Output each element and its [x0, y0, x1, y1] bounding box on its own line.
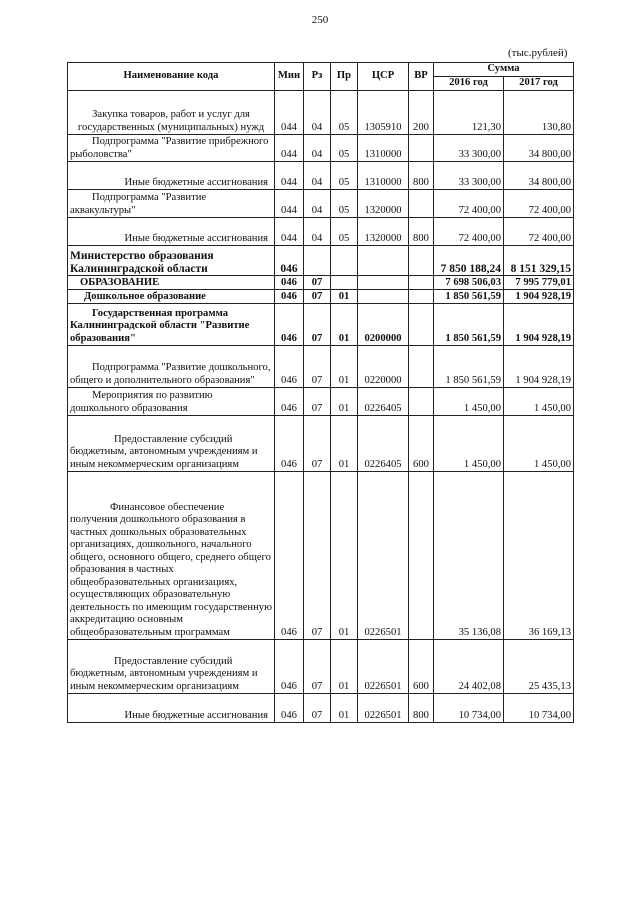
row-vr: 800: [409, 162, 434, 190]
row-min: 044: [275, 162, 304, 190]
row-csr: 1320000: [358, 190, 409, 218]
row-csr: 1310000: [358, 135, 409, 162]
row-2017: 1 904 928,19: [504, 290, 574, 304]
header-vr: ВР: [409, 63, 434, 91]
row-min: 046: [275, 290, 304, 304]
row-2016: 7 850 188,24: [434, 246, 504, 276]
row-vr: 800: [409, 218, 434, 246]
row-name: Иные бюджетные ассигнования: [68, 162, 275, 190]
table-row: [68, 388, 574, 416]
row-2016: 1 450,00: [434, 388, 504, 416]
row-name: Подпрограмма "Развитие аквакультуры": [68, 190, 275, 218]
row-vr: [409, 290, 434, 304]
row-name: ОБРАЗОВАНИЕ: [68, 276, 275, 290]
page-number: 250: [311, 14, 329, 26]
row-csr: 1310000: [358, 162, 409, 190]
row-2017: 7 995 779,01: [504, 276, 574, 290]
row-2016: 121,30: [434, 91, 504, 135]
row-rz: 07: [304, 388, 331, 416]
row-2017: 1 450,00: [504, 388, 574, 416]
row-pr: 05: [331, 218, 358, 246]
units-label: (тыс.рублей): [508, 47, 568, 59]
row-min: 046: [275, 246, 304, 276]
table-row: [68, 218, 574, 246]
header-pr: Пр: [331, 63, 358, 91]
row-2016: 1 450,00: [434, 416, 504, 472]
row-2016: 1 850 561,59: [434, 290, 504, 304]
row-2016: 1 850 561,59: [434, 346, 504, 388]
table-row: [68, 416, 574, 472]
row-2016: 10 734,00: [434, 694, 504, 723]
row-min: 044: [275, 135, 304, 162]
table-row: [68, 290, 574, 304]
row-name: Подпрограмма "Развитие дошкольного, общего и дополнительного образования": [68, 346, 275, 388]
row-min: 046: [275, 694, 304, 723]
header-sum: Сумма: [434, 63, 574, 77]
row-vr: 600: [409, 416, 434, 472]
row-rz: 07: [304, 416, 331, 472]
row-name: Дошкольное образование: [68, 290, 275, 304]
row-2016: 7 698 506,03: [434, 276, 504, 290]
row-vr: [409, 304, 434, 346]
row-rz: 04: [304, 218, 331, 246]
row-min: 046: [275, 416, 304, 472]
row-2016: 33 300,00: [434, 135, 504, 162]
table-row: [68, 135, 574, 162]
row-csr: 1305910: [358, 91, 409, 135]
header-rz: Рз: [304, 63, 331, 91]
row-pr: 05: [331, 190, 358, 218]
row-pr: 05: [331, 162, 358, 190]
row-name: Предоставление субсидий бюджетным, автономным учреждениям и иным некоммерческим организациям: [68, 640, 275, 694]
row-rz: 07: [304, 694, 331, 723]
row-2017: 130,80: [504, 91, 574, 135]
row-vr: [409, 472, 434, 640]
row-pr: [331, 246, 358, 276]
row-rz: 07: [304, 304, 331, 346]
row-2017: 72 400,00: [504, 190, 574, 218]
row-2017: 25 435,13: [504, 640, 574, 694]
row-2017: 10 734,00: [504, 694, 574, 723]
row-rz: 04: [304, 91, 331, 135]
row-min: 046: [275, 276, 304, 290]
row-pr: 01: [331, 304, 358, 346]
row-rz: 04: [304, 135, 331, 162]
row-csr: 0220000: [358, 346, 409, 388]
table-row: [68, 246, 574, 276]
row-vr: [409, 388, 434, 416]
header-2016: 2016 год: [434, 77, 504, 91]
row-min: 044: [275, 91, 304, 135]
row-vr: [409, 276, 434, 290]
row-pr: 05: [331, 91, 358, 135]
row-2016: 35 136,08: [434, 472, 504, 640]
table-row: [68, 162, 574, 190]
table-row: [68, 304, 574, 346]
table-row: [68, 190, 574, 218]
row-name: Государственная программа Калининградской области "Развитие образования": [68, 304, 275, 346]
row-2016: 1 850 561,59: [434, 304, 504, 346]
row-rz: 04: [304, 190, 331, 218]
row-pr: 01: [331, 416, 358, 472]
row-min: 046: [275, 388, 304, 416]
row-rz: 07: [304, 290, 331, 304]
row-csr: [358, 276, 409, 290]
row-2016: 72 400,00: [434, 218, 504, 246]
row-vr: 600: [409, 640, 434, 694]
row-name: Предоставление субсидий бюджетным, автономным учреждениям и иным некоммерческим организациям: [68, 416, 275, 472]
table-row: [68, 91, 574, 135]
row-vr: [409, 135, 434, 162]
header-min: Мин: [275, 63, 304, 91]
row-min: 046: [275, 304, 304, 346]
row-name: Подпрограмма "Развитие прибрежного рыболовства": [68, 135, 275, 162]
row-rz: 07: [304, 276, 331, 290]
row-vr: [409, 246, 434, 276]
row-rz: 07: [304, 472, 331, 640]
row-pr: 01: [331, 694, 358, 723]
row-2017: 34 800,00: [504, 162, 574, 190]
row-min: 046: [275, 640, 304, 694]
row-pr: 05: [331, 135, 358, 162]
row-pr: 01: [331, 640, 358, 694]
row-pr: 01: [331, 472, 358, 640]
table-row: [68, 472, 574, 640]
row-csr: 0226501: [358, 694, 409, 723]
row-pr: 01: [331, 388, 358, 416]
budget-table: [67, 62, 574, 723]
row-min: 046: [275, 346, 304, 388]
header-name: Наименование кода: [68, 63, 275, 91]
row-pr: [331, 276, 358, 290]
row-2017: 8 151 329,15: [504, 246, 574, 276]
row-vr: [409, 346, 434, 388]
row-name: Мероприятия по развитию дошкольного образования: [68, 388, 275, 416]
row-2017: 36 169,13: [504, 472, 574, 640]
row-rz: [304, 246, 331, 276]
row-csr: 0200000: [358, 304, 409, 346]
row-csr: 0226405: [358, 388, 409, 416]
row-vr: 800: [409, 694, 434, 723]
row-2016: 72 400,00: [434, 190, 504, 218]
row-csr: 0226501: [358, 640, 409, 694]
row-2017: 1 450,00: [504, 416, 574, 472]
row-rz: 04: [304, 162, 331, 190]
row-2017: 1 904 928,19: [504, 346, 574, 388]
row-csr: 0226501: [358, 472, 409, 640]
row-2016: 33 300,00: [434, 162, 504, 190]
table-row: [68, 276, 574, 290]
row-csr: [358, 246, 409, 276]
row-2017: 1 904 928,19: [504, 304, 574, 346]
row-csr: 1320000: [358, 218, 409, 246]
row-2017: 34 800,00: [504, 135, 574, 162]
row-name: Министерство образования Калининградской области: [68, 246, 275, 276]
row-2017: 72 400,00: [504, 218, 574, 246]
table-row: [68, 640, 574, 694]
row-vr: [409, 190, 434, 218]
header-csr: ЦСР: [358, 63, 409, 91]
row-pr: 01: [331, 346, 358, 388]
row-csr: [358, 290, 409, 304]
row-name: Иные бюджетные ассигнования: [68, 218, 275, 246]
row-2016: 24 402,08: [434, 640, 504, 694]
row-csr: 0226405: [358, 416, 409, 472]
row-min: 046: [275, 472, 304, 640]
row-vr: 200: [409, 91, 434, 135]
row-rz: 07: [304, 640, 331, 694]
header-2017: 2017 год: [504, 77, 574, 91]
row-name: Закупка товаров, работ и услуг для государственных (муниципальных) нужд: [68, 91, 275, 135]
table-row: [68, 346, 574, 388]
row-name: Иные бюджетные ассигнования: [68, 694, 275, 723]
row-name: Финансовое обеспечение получения дошкольного образования в частных дошкольных образовательных организациях, дошкольного, начального общего, основного общего, среднего общего образования в частных общеобразовательных организациях, осуществляющих образовательную деятельность по имеющим государственную аккредитацию основным общеобразовательным программам: [68, 472, 275, 640]
table-row: [68, 694, 574, 723]
row-min: 044: [275, 190, 304, 218]
row-pr: 01: [331, 290, 358, 304]
row-min: 044: [275, 218, 304, 246]
row-rz: 07: [304, 346, 331, 388]
